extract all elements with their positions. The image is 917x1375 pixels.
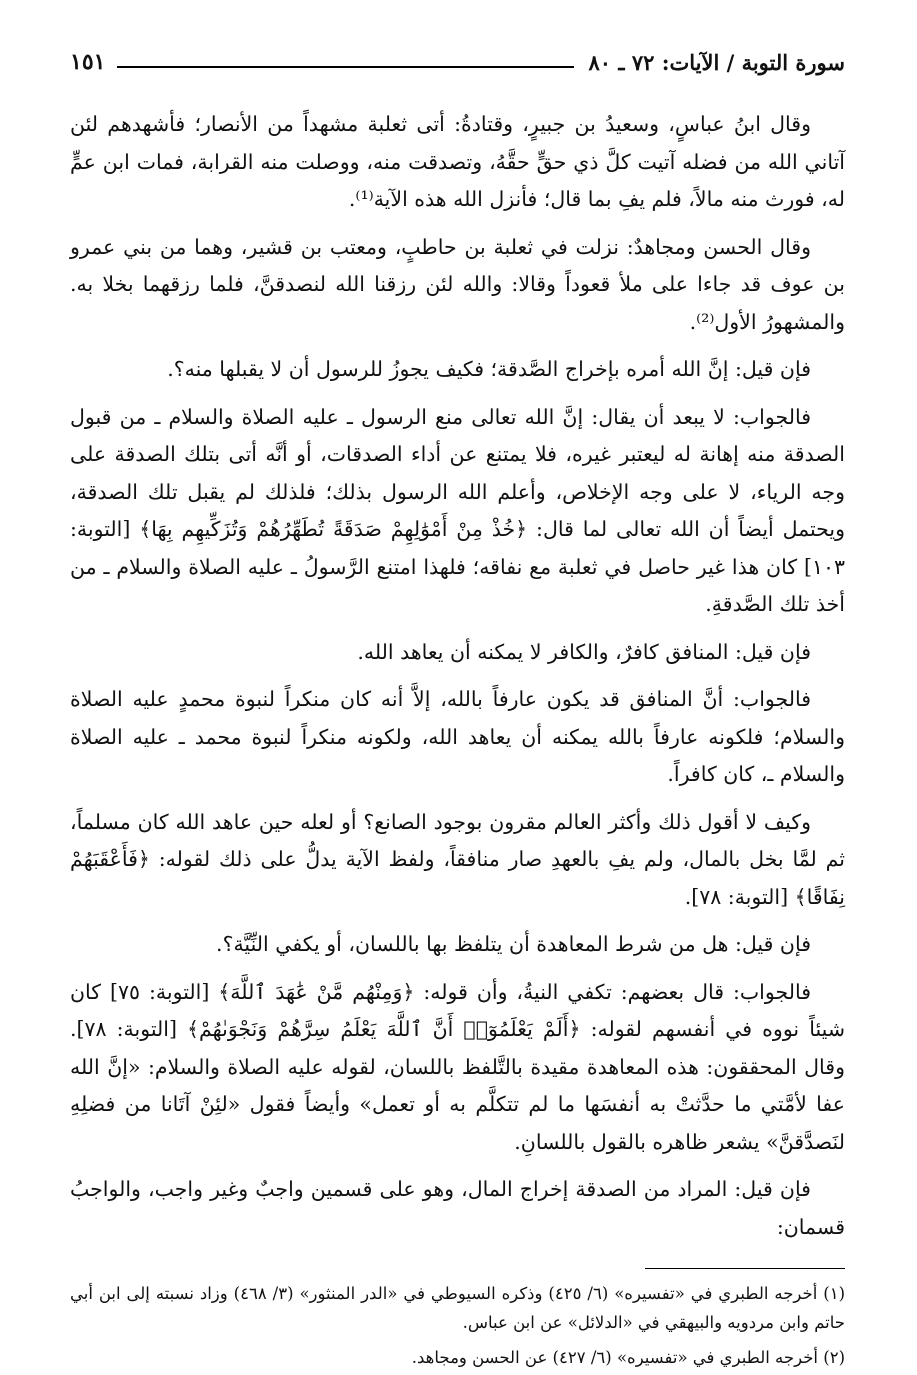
footnote-1: (١) أخرجه الطبري في «تفسيره» (٦/ ٤٢٥) وذكره السيوطي في «الدر المنثور» (٣/ ٤٦٨) وزاد نسبته إلى ابن أبي حاتم وابن مردويه والبيهقي في «الدلائل» عن ابن عباس.: [70, 1284, 845, 1332]
paragraph: فالجواب: قال بعضهم: تكفي النيةُ، وأن قوله: ﴿وَمِنْهُم مَّنْ عَٰهَدَ ٱللَّهَ﴾ [التوبة: ٧٥] كان شيئاً نووه في أنفسهم لقوله: ﴿أَلَمْ يَعْلَمُوٓا۟ أَنَّ ٱللَّهَ يَعْلَمُ سِرَّهُمْ وَنَجْوَىٰهُمْ﴾ [التوبة: ٧٨]. وقال المحققون: هذه المعاهدة مقيدة بالتَّلفظ باللسان، لقوله عليه الصلاة والسلام: «إنَّ الله عفا لأمَّتي ما حدَّثتْ به أنفسَها ما لم تتكلَّم به أو تعمل» وأيضاً فقول «لئِنْ آتَانا من فضلِهِ لنَصدَّقنَّ» يشعر ظاهره بالقول باللسانِ.: [70, 979, 845, 1154]
running-title: سورة التوبة / الآيات: ٧٢ ـ ٨٠: [588, 49, 845, 75]
footnotes: [70, 1279, 845, 1372]
paragraph: فإن قيل: المنافق كافرٌ، والكافر لا يمكنه أن يعاهد الله.: [357, 639, 811, 664]
paragraph: فالجواب: لا يبعد أن يقال: إنَّ الله تعالى منع الرسول ـ عليه الصلاة والسلام ـ من قبول الصدقة منه إهانة له ليعتبر غيره، فلا يمتنع عن أداء الصدقات، أو أنَّه أتى بتلك الصدقة على وجه الرياء، لا على وجه الإخلاص، وأعلم الله الرسول بذلك؛ فلذلك لم يقبل تلك الصدقة، ويحتمل أيضاً أن الله تعالى لما قال: ﴿خُذْ مِنْ أَمْوَٰلِهِمْ صَدَقَةً تُطَهِّرُهُمْ وَتُزَكِّيهِم بِهَا﴾ [التوبة: ١٠٣] كان هذا غير حاصل في ثعلبة مع نفاقه؛ فلهذا امتنع الرَّسولُ ـ عليه الصلاة والسلام ـ من أخذ تلك الصَّدقةِ.: [70, 404, 845, 616]
page-header: [70, 38, 845, 86]
paragraph: فإن قيل: هل من شرط المعاهدة أن يتلفظ بها باللسان، أو يكفي النِّيَّة؟.: [216, 932, 811, 956]
header-rule: [117, 66, 574, 68]
footnote-separator: [645, 1268, 845, 1269]
paragraph: وقال الحسن ومجاهدٌ: نزلت في ثعلبة بن حاطبٍ، ومعتب بن قشير، وهما من بني عمرو بن عوف قد جاءا على ملأ قعوداً وقالا: والله لئن رزقنا الله لنصدقنَّ، فلما رزقهما بخلا به. والمشهورُ الأول⁽²⁾.: [70, 234, 845, 334]
paragraph: فإن قيل: إنَّ الله أمره بإخراج الصَّدقة؛ فكيف يجوزُ للرسول أن لا يقبلها منه؟.: [167, 357, 811, 381]
footnote-2: (٢) أخرجه الطبري في «تفسيره» (٦/ ٤٢٧) عن الحسن ومجاهد.: [411, 1348, 845, 1367]
page-number: ١٥١: [70, 49, 106, 75]
paragraph: فإن قيل: المراد من الصدقة إخراج المال، وهو على قسمين واجبٌ وغير واجب، والواجبُ قسمان:: [70, 1177, 845, 1239]
paragraph: وقال ابنُ عباسٍ، وسعيدُ بن جبيرٍ، وقتادةُ: أتى ثعلبة مشهداً من الأنصار؛ فأشهدهم لئن آتاني الله من فضله آتيت كلَّ ذي حقٍّ حقَّهُ، وتصدقت منه، ووصلت منه القرابة، فمات ابن عمٍّ له، فورث منه مالاً، فلم يفِ بما قال؛ فأنزل الله هذه الآية⁽¹⁾.: [70, 112, 845, 211]
paragraph: وكيف لا أقول ذلك وأكثر العالم مقرون بوجود الصانع؟ أو لعله حين عاهد الله كان مسلماً، ثم لمَّا بخل بالمال، ولم يفِ بالعهدِ صار منافقاً، ولفظ الآية يدلُّ على ذلك لقوله: ﴿فَأَعْقَبَهُمْ نِفَاقًا﴾ [التوبة: ٧٨].: [70, 809, 845, 909]
main-text: [70, 106, 845, 1246]
paragraph: فالجواب: أنَّ المنافق قد يكون عارفاً بالله، إلاَّ أنه كان منكراً لنبوة محمدٍ عليه الصلاة والسلام؛ فلكونه عارفاً بالله يمكنه أن يعاهد الله، ولكونه منكراً لنبوة محمد ـ عليه الصلاة والسلام ـ، كان كافراً.: [70, 687, 845, 786]
